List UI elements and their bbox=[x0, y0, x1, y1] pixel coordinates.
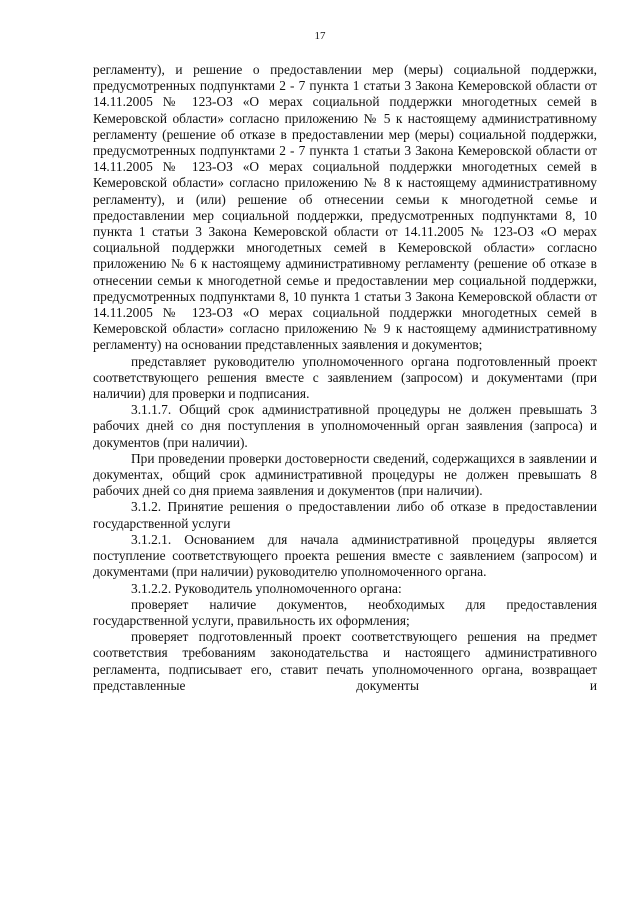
paragraph-6: 3.1.2.1. Основанием для начала административной процедуры является поступление соответствующего проекта решения вместе с заявлением (запросом) и документами (при наличии) руководителю уполномоченного органа. bbox=[93, 531, 597, 580]
paragraph-1: регламенту), и решение о предоставлении мер (меры) социальной поддержки, предусмотренных подпунктами 2 - 7 пункта 1 статьи 3 Закона Кемеровской области от 14.11.2005 № 123-ОЗ «О мерах социальной поддержки многодетных семей в Кемеровской области» согласно приложению № 5 к настоящему административному регламенту (решение об отказе в предоставлении мер (меры) социальной поддержки, предусмотренных подпунктами 2 - 7 пункта 1 статьи 3 Закона Кемеровской области от 14.11.2005 № 123-ОЗ «О мерах социальной поддержки многодетных семей в Кемеровской области» согласно приложению № 8 к настоящему административному регламенту), и (или) решение об отнесении семьи к многодетной семье и предоставлении мер социальной поддержки, предусмотренных подпунктами 8, 10 пункта 1 статьи 3 Закона Кемеровской области от 14.11.2005 № 123-ОЗ «О мерах социальной поддержки многодетных семей в Кемеровской области» согласно приложению № 6 к настоящему административному регламенту (решение об отказе в отнесении семьи к многодетной семье и предоставлении мер социальной поддержки, предусмотренных подпунктами 8, 10 пункта 1 статьи 3 Закона Кемеровской области от 14.11.2005 № 123-ОЗ «О мерах социальной поддержки многодетных семей в Кемеровской области» согласно приложению № 9 к настоящему административному регламенту) на основании представленных заявления и документов; bbox=[93, 62, 597, 353]
paragraph-8: проверяет наличие документов, необходимых для предоставления государственной услуги, правильность их оформления; bbox=[93, 596, 597, 628]
paragraph-3: 3.1.1.7. Общий срок административной процедуры не должен превышать 3 рабочих дней со дня поступления в уполномоченный орган заявления (запроса) и документов (при наличии). bbox=[93, 402, 597, 450]
page-number: 17 bbox=[314, 30, 326, 42]
paragraph-4: При проведении проверки достоверности сведений, содержащихся в заявлении и документах, общий срок административной процедуры не должен превышать 8 рабочих дней со дня приема заявления и документов (при наличии). bbox=[93, 450, 597, 499]
paragraph-2: представляет руководителю уполномоченного органа подготовленный проект соответствующего решения вместе с заявлением (запросом) и документами (при наличии) для проверки и подписания. bbox=[93, 353, 597, 402]
paragraph-7: 3.1.2.2. Руководитель уполномоченного органа: bbox=[131, 580, 402, 596]
paragraph-9: проверяет подготовленный проект соответствующего решения на предмет соответствия требованиям законодательства и настоящего административного регламента, подписывает его, ставит печать уполномоченного органа, возвращает представленные документы и bbox=[93, 629, 597, 693]
page-body bbox=[93, 62, 597, 694]
paragraph-5: 3.1.2. Принятие решения о предоставлении либо об отказе в предоставлении государственной услуги bbox=[93, 499, 597, 531]
